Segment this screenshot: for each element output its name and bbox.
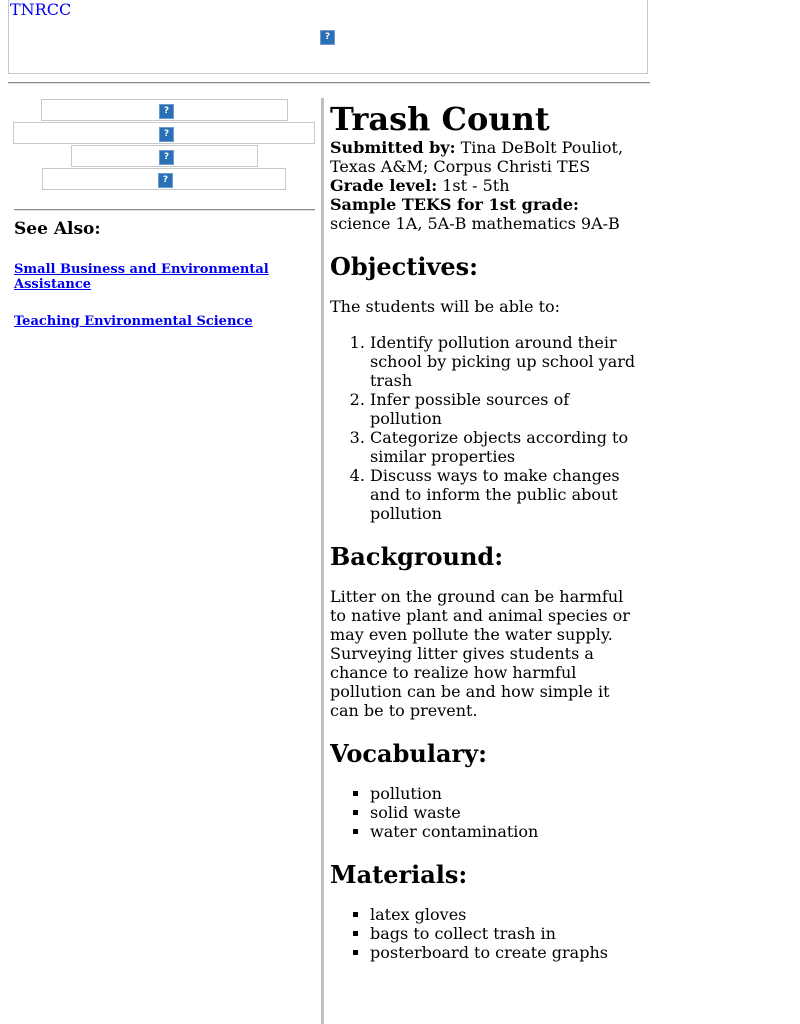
list-item: ▪ latex gloves — [370, 905, 640, 924]
vocabulary-list — [330, 784, 640, 841]
grade-label: Grade level: — [330, 176, 438, 195]
list-item: 4. Discuss ways to make changes and to inform the public about pollution — [370, 466, 640, 523]
vocabulary-heading: Vocabulary: — [330, 739, 487, 768]
list-item: ▪ solid waste — [370, 803, 640, 822]
list-item: ▪ posterboard to create graphs — [370, 943, 640, 962]
objectives-list — [330, 333, 640, 523]
column-divider — [321, 98, 324, 1024]
see-also-heading: See Also: — [14, 219, 101, 239]
sidebar-divider — [14, 209, 315, 211]
header-divider — [8, 82, 650, 84]
broken-image-icon: ? — [159, 104, 174, 119]
list-item: ▪ pollution — [370, 784, 640, 803]
objectives-heading: Objectives: — [330, 252, 479, 281]
background-heading: Background: — [330, 542, 504, 571]
nav-button-3[interactable] — [71, 145, 258, 167]
header-banner — [8, 0, 648, 74]
broken-image-icon: ? — [159, 150, 174, 165]
list-item: ▪ water contamination — [370, 822, 640, 841]
list-item: ▪ bags to collect trash in — [370, 924, 640, 943]
nav-button-4[interactable] — [42, 168, 286, 190]
page-title: Trash Count — [330, 100, 550, 138]
grade-level — [330, 176, 640, 195]
link-teaching-environmental-science[interactable]: Teaching Environmental Science — [14, 314, 253, 329]
broken-image-icon: ? — [159, 127, 174, 142]
teks-value: science 1A, 5A-B mathematics 9A-B — [330, 214, 620, 233]
submitted-by — [330, 138, 640, 176]
banner-image-placeholder-icon[interactable]: ? — [320, 30, 335, 45]
objectives-intro: The students will be able to: — [330, 297, 561, 316]
broken-image-icon: ? — [158, 173, 173, 188]
link-small-business[interactable]: Small Business and Environmental Assistance — [14, 262, 269, 292]
sample-teks — [330, 195, 640, 233]
nav-button-2[interactable] — [13, 122, 315, 144]
submitted-value: Tina DeBolt Pouliot, Texas A&M; Corpus Christi TES — [330, 138, 624, 176]
grade-value: 1st - 5th — [442, 176, 510, 195]
nav-button-1[interactable] — [41, 99, 288, 121]
materials-list — [330, 905, 640, 962]
main-content — [330, 98, 640, 962]
submitted-label: Submitted by: — [330, 138, 456, 157]
list-item: 2. Infer possible sources of pollution — [370, 390, 640, 428]
teks-label: Sample TEKS for 1st grade: — [330, 195, 579, 214]
background-text: Litter on the ground can be harmful to native plant and animal species or may even pollute the water supply. Surveying litter gives students a chance to realize how harmful pollution can be and how simple it can be to prevent. — [330, 587, 630, 720]
list-item: 3. Categorize objects according to similar properties — [370, 428, 640, 466]
list-item: 1. Identify pollution around their school by picking up school yard trash — [370, 333, 640, 390]
site-title: TNRCC — [10, 0, 72, 19]
materials-heading: Materials: — [330, 860, 468, 889]
